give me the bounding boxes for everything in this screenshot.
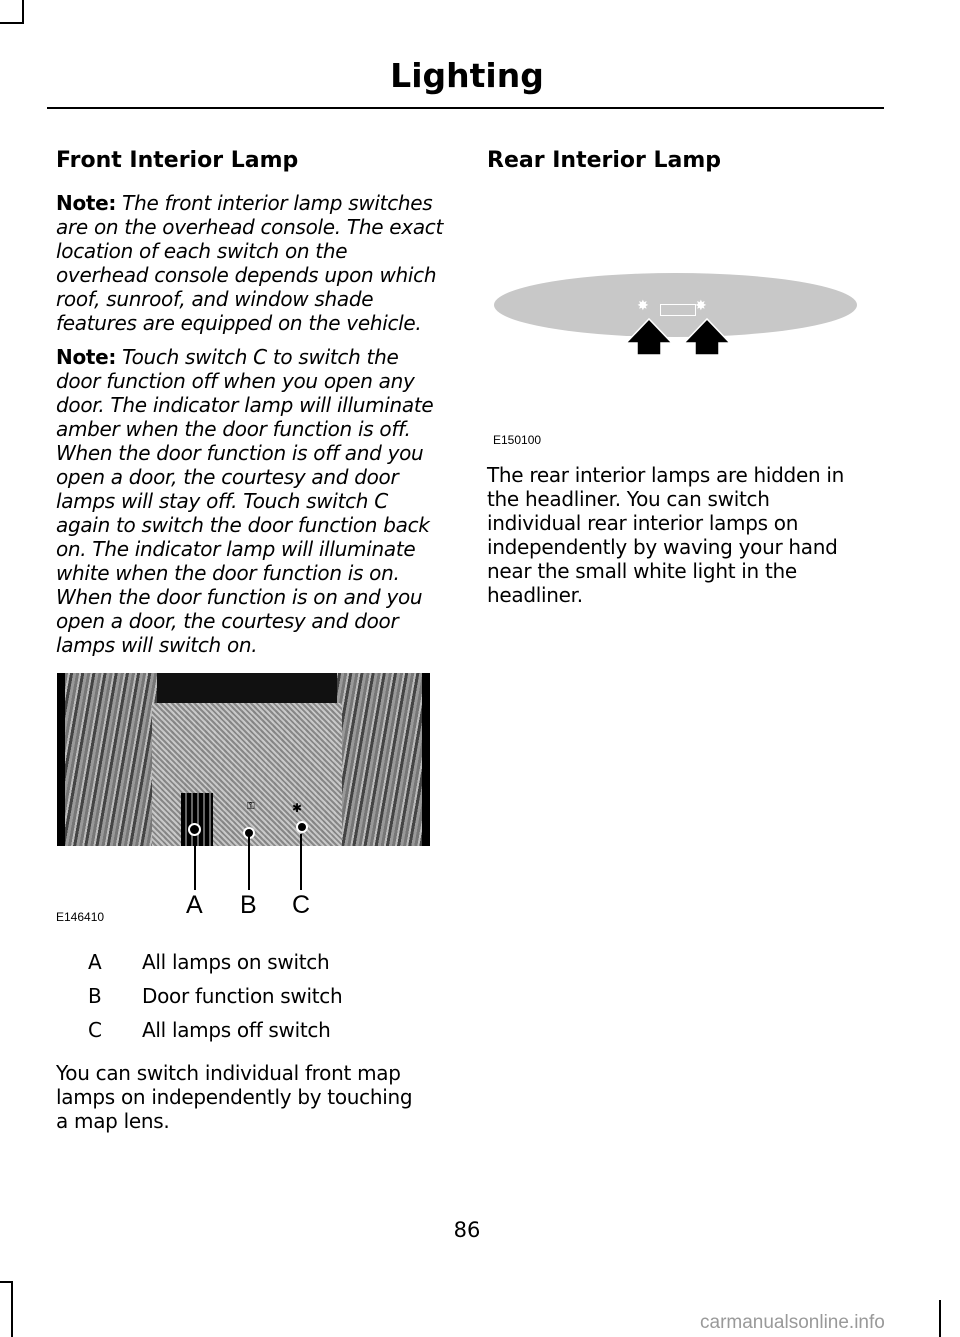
front-heading: Front Interior Lamp <box>56 148 299 173</box>
lamp-left-icon: ✸ <box>637 298 649 314</box>
text-line <box>487 583 583 607</box>
text-span: The front interior lamp switches <box>122 191 433 215</box>
text-span: on. The indicator lamp will illuminate <box>56 537 416 561</box>
text-span: open a door, the courtesy and door <box>56 465 399 489</box>
page-number: 86 <box>453 1218 481 1242</box>
text-span: features are equipped on the vehicle. <box>56 311 422 335</box>
legend-key: A <box>88 950 102 974</box>
page-title: Lighting <box>390 56 544 95</box>
legend-key: C <box>88 1018 102 1042</box>
callout-a: A <box>186 891 203 919</box>
text-span: near the small white light in the <box>487 559 797 583</box>
text-line <box>487 511 798 535</box>
text-line <box>56 393 433 417</box>
text-span: door function off when you open any <box>56 369 415 393</box>
text-span: roof, sunroof, and window shade <box>56 287 374 311</box>
legend-text: Door function switch <box>142 984 343 1008</box>
overhead-console-figure <box>57 673 430 846</box>
callout-line-a <box>194 836 196 890</box>
callout-b: B <box>240 891 257 919</box>
text-line <box>56 465 398 489</box>
text-line <box>56 1085 412 1109</box>
text-span: When the door function is off and you <box>56 441 424 465</box>
door-icon: ⚿ <box>247 801 255 812</box>
rear-heading: Rear Interior Lamp <box>487 148 722 173</box>
text-line <box>56 345 398 369</box>
arrow-up-icon <box>684 319 730 355</box>
text-span: a map lens. <box>56 1109 170 1133</box>
text-span: location of each switch on the <box>56 239 348 263</box>
text-span: overhead console depends upon which <box>56 263 437 287</box>
callout-c: C <box>292 891 311 919</box>
text-span: individual rear interior lamps on <box>487 511 799 535</box>
text-line <box>487 535 838 559</box>
arrow-up-icon <box>626 319 672 355</box>
text-line <box>487 487 770 511</box>
text-span: amber when the door function is off. <box>56 417 411 441</box>
text-span: lamps will switch on. <box>56 633 258 657</box>
crop-mark <box>11 1281 13 1337</box>
switch-a-dot[interactable] <box>188 823 201 836</box>
switch-c-dot[interactable] <box>296 821 308 833</box>
watermark: carmanualsonline.info <box>700 1312 885 1333</box>
text-line <box>56 287 373 311</box>
crop-mark <box>939 1300 941 1337</box>
text-span: white when the door function is on. <box>56 561 400 585</box>
text-line <box>56 263 436 287</box>
figure-code: E146410 <box>56 910 105 924</box>
text-line <box>56 585 422 609</box>
legend-text: All lamps off switch <box>142 1018 331 1042</box>
text-line <box>56 417 411 441</box>
text-line <box>56 609 398 633</box>
arrow-icons <box>624 315 734 357</box>
note-label: Note: <box>56 345 117 369</box>
text-span: open a door, the courtesy and door <box>56 609 399 633</box>
text-span: You can switch individual front map <box>56 1061 401 1085</box>
text-span: door. The indicator lamp will illuminate <box>56 393 434 417</box>
text-line <box>56 561 400 585</box>
callout-line-b <box>248 836 250 890</box>
text-span: again to switch the door function back <box>56 513 430 537</box>
text-span: lamps on independently by touching <box>56 1085 413 1109</box>
callout-line-c <box>300 834 302 890</box>
text-line <box>56 239 347 263</box>
text-line <box>487 559 797 583</box>
text-line <box>56 489 388 513</box>
text-line <box>56 1061 401 1085</box>
figure-code: E150100 <box>493 433 542 447</box>
text-span: When the door function is on and you <box>56 585 423 609</box>
text-span: The rear interior lamps are hidden in <box>487 463 845 487</box>
lamp-off-icon: ✱ <box>292 801 303 815</box>
text-line <box>56 311 421 335</box>
text-line <box>56 215 443 239</box>
text-line <box>487 463 844 487</box>
text-span: headliner. <box>487 583 583 607</box>
text-line <box>56 633 257 657</box>
note-label: Note: <box>56 191 117 215</box>
text-line <box>56 537 415 561</box>
text-line <box>56 513 430 537</box>
text-span: independently by waving your hand <box>487 535 838 559</box>
text-span: Touch switch C to switch the <box>122 345 399 369</box>
text-line <box>56 369 415 393</box>
text-line <box>56 1109 169 1133</box>
legend-key: B <box>88 984 102 1008</box>
text-span: lamps will stay off. Touch switch C <box>56 489 388 513</box>
crop-mark <box>0 22 22 24</box>
sensor-outline <box>661 305 695 315</box>
lamp-right-icon: ✸ <box>695 298 707 314</box>
header-divider <box>47 107 884 109</box>
text-line <box>56 441 423 465</box>
text-line <box>56 191 432 215</box>
text-span: the headliner. You can switch <box>487 487 770 511</box>
legend-text: All lamps on switch <box>142 950 330 974</box>
text-span: are on the overhead console. The exact <box>56 215 444 239</box>
crop-mark <box>22 0 24 24</box>
